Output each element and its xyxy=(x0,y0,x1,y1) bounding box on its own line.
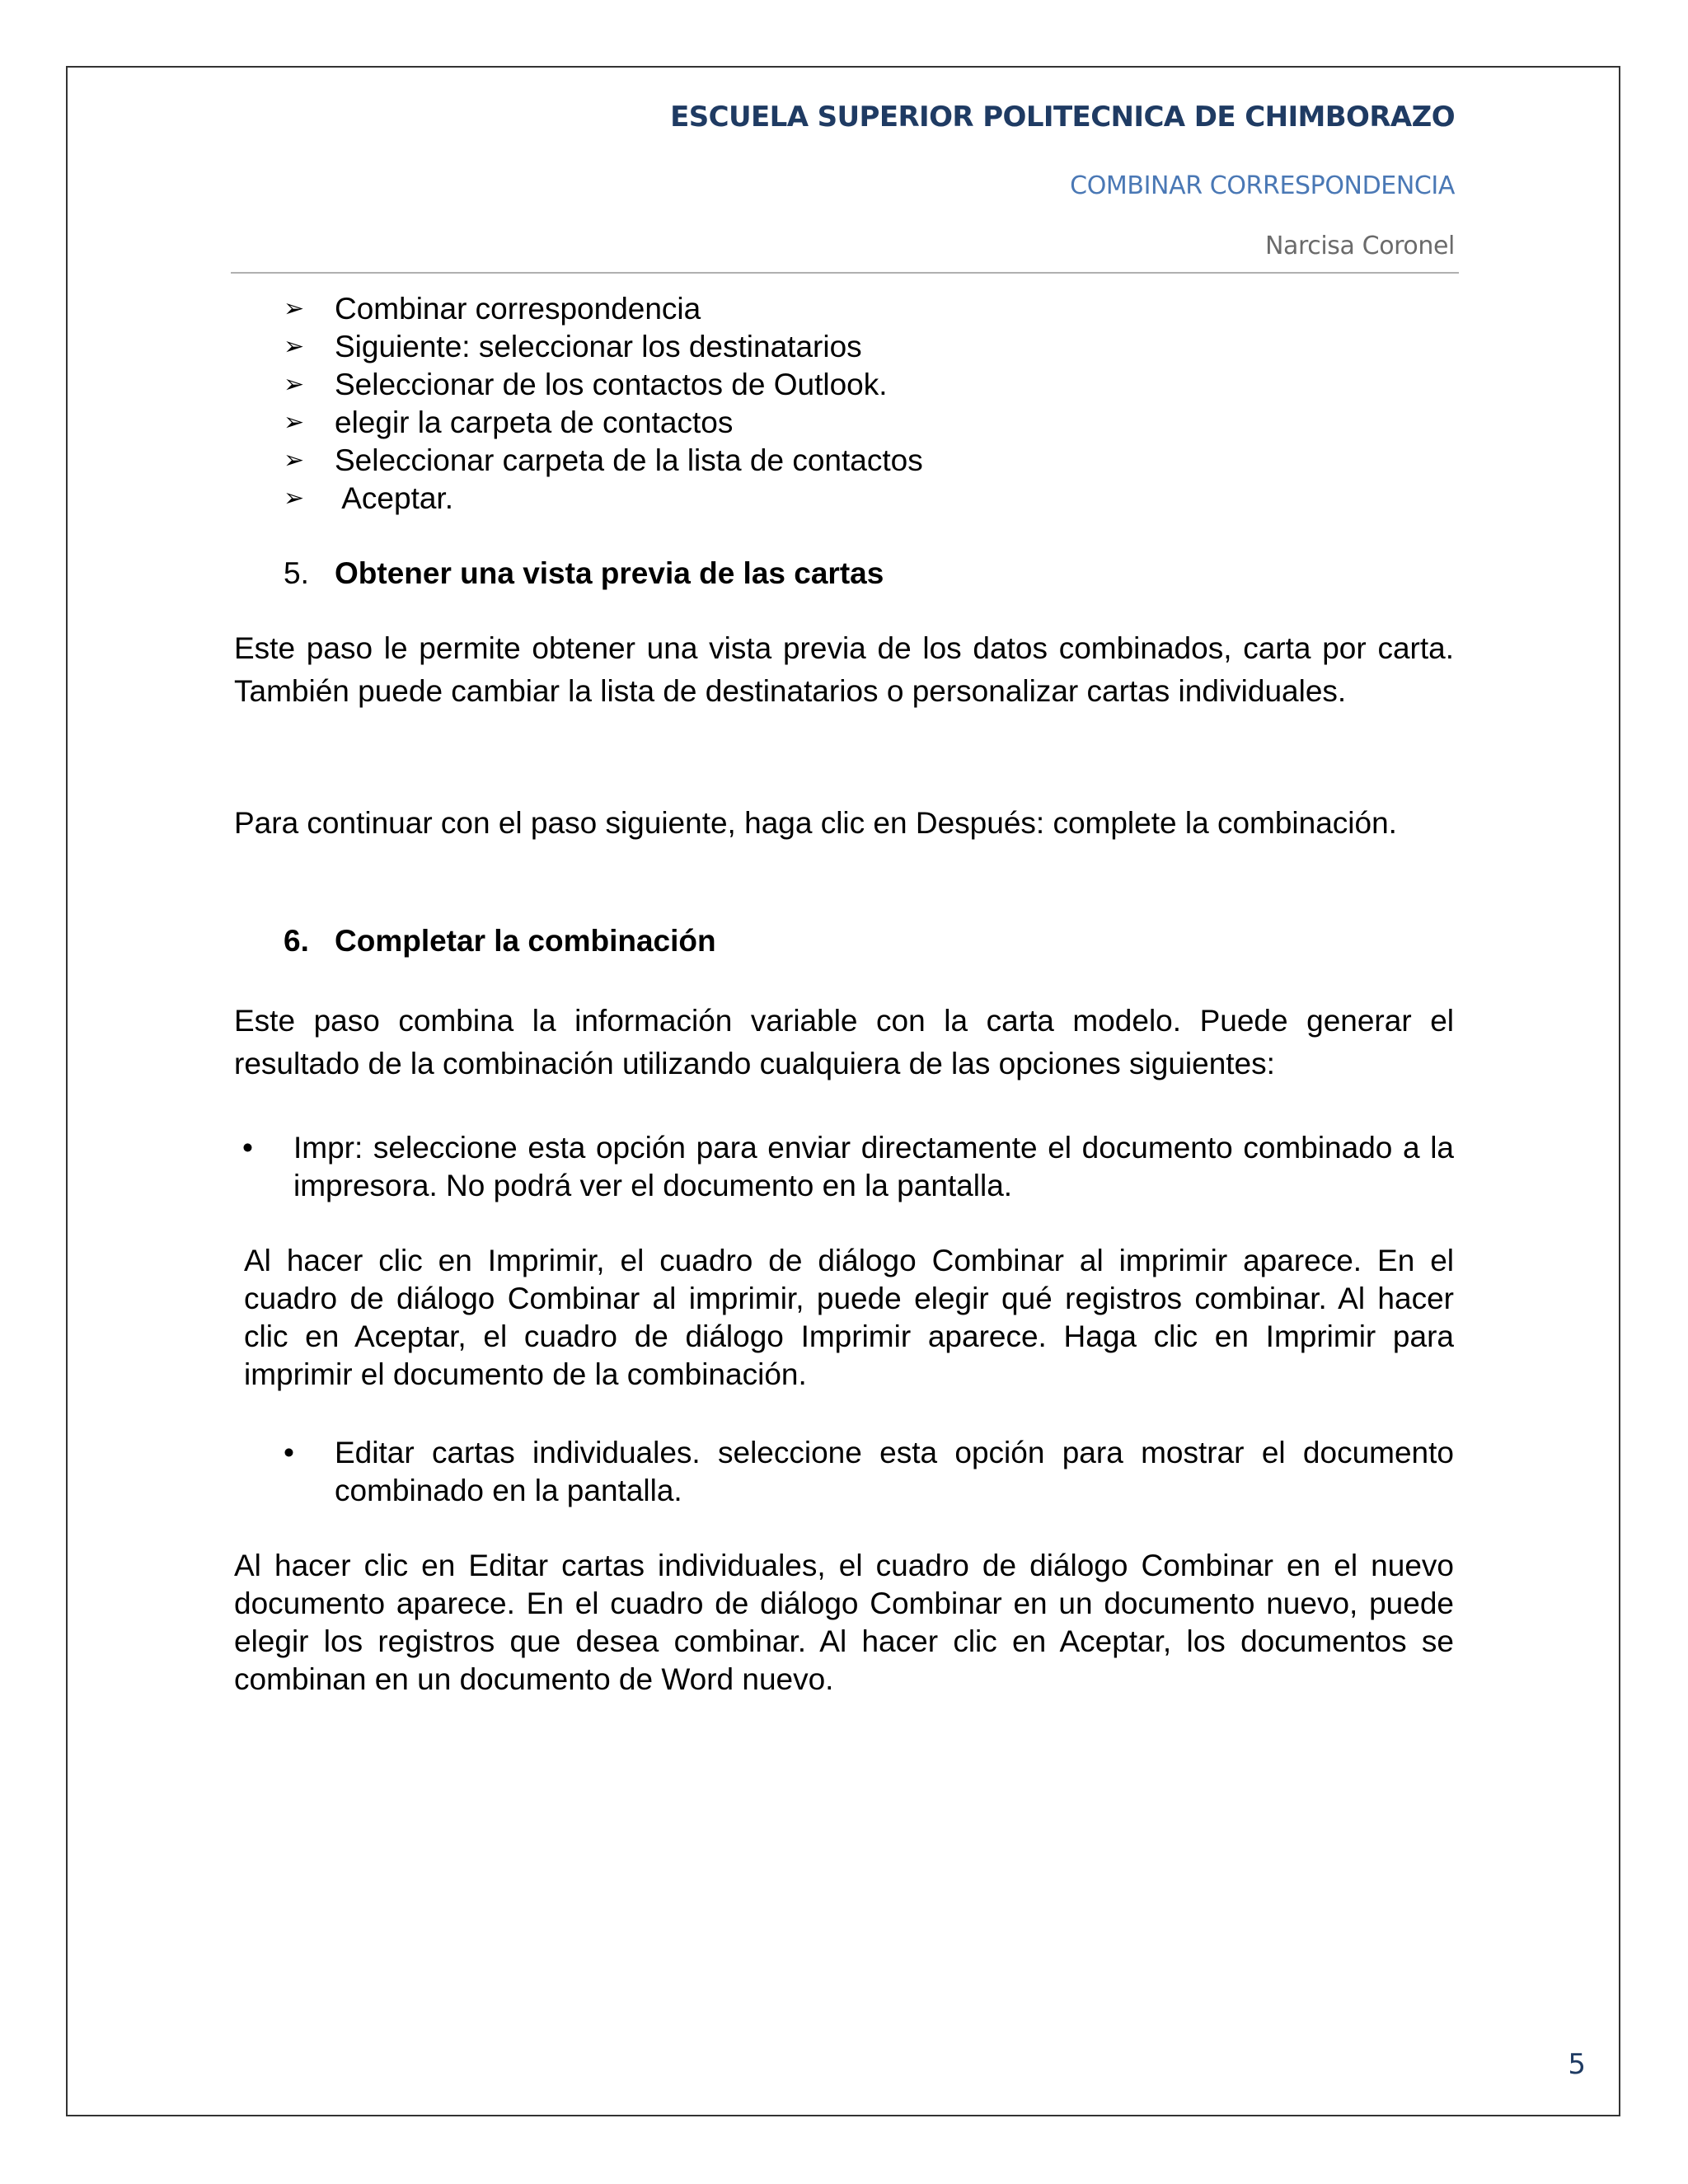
list-item: ➢ Combinar correspondencia xyxy=(284,290,923,328)
steps-list xyxy=(284,290,923,518)
section-5-paragraph-2: Para continuar con el paso siguiente, haga clic en Después: complete la combinación. xyxy=(234,806,1397,840)
arrow-bullet-icon: ➢ xyxy=(284,332,305,361)
section-6-intro: Este paso combina la información variable con la carta modelo. Puede generar el resultado de la combinación utilizando cualquiera de las opciones siguientes: xyxy=(234,1004,1454,1080)
section-6-heading xyxy=(284,924,716,958)
list-item: ➢ Seleccionar de los contactos de Outlook. xyxy=(284,366,923,404)
option-print-bullet: Impr: seleccione esta opción para enviar directamente el documento combinado a la impresora. No podrá ver el documento en la pantalla. xyxy=(293,1131,1454,1202)
arrow-bullet-icon: ➢ xyxy=(284,294,305,323)
arrow-bullet-icon: ➢ xyxy=(284,484,305,513)
bullet-dot-icon: • xyxy=(284,1436,294,1469)
section-5-paragraph-1: Este paso le permite obtener una vista previa de los datos combinados, carta por carta. También puede cambiar la lista de destinatarios o personalizar cartas individuales. xyxy=(234,631,1454,708)
section-6-number: 6. xyxy=(284,924,309,958)
header-topic: COMBINAR CORRESPONDENCIA xyxy=(1070,171,1455,200)
list-item: ➢ Siguiente: seleccionar los destinatarios xyxy=(284,328,923,366)
list-item: ➢ Aceptar. xyxy=(284,480,923,518)
page-number: 5 xyxy=(1568,2048,1586,2081)
arrow-bullet-icon: ➢ xyxy=(284,408,305,437)
list-item: ➢ Seleccionar carpeta de la lista de contactos xyxy=(284,442,923,480)
option-edit-bullet: Editar cartas individuales. seleccione esta opción para mostrar el documento combinado en la pantalla. xyxy=(335,1436,1454,1507)
section-5-number: 5. xyxy=(284,556,309,590)
header-author: Narcisa Coronel xyxy=(1264,232,1455,260)
edit-explanation-paragraph: Al hacer clic en Editar cartas individuales, el cuadro de diálogo Combinar en el nuevo documento aparece. En el cuadro de diálogo Combinar en un documento nuevo, puede elegir los registros que desea combinar. Al hacer clic en Aceptar, los documentos se combinan en un documento de Word nuevo. xyxy=(234,1549,1454,1696)
section-6-title: Completar la combinación xyxy=(335,924,716,958)
section-5-title: Obtener una vista previa de las cartas xyxy=(335,556,884,590)
header-school-name: ESCUELA SUPERIOR POLITECNICA DE CHIMBORAZO xyxy=(670,101,1455,134)
arrow-bullet-icon: ➢ xyxy=(284,446,305,475)
bullet-dot-icon: • xyxy=(242,1131,253,1165)
list-item: ➢ elegir la carpeta de contactos xyxy=(284,404,923,442)
arrow-bullet-icon: ➢ xyxy=(284,370,305,399)
print-explanation-paragraph: Al hacer clic en Imprimir, el cuadro de diálogo Combinar al imprimir aparece. En el cuadro de diálogo Combinar al imprimir, puede elegir qué registros combinar. Al hacer clic en Aceptar, el cuadro de diálogo Imprimir aparece. Haga clic en Imprimir para imprimir el documento de la combinación. xyxy=(244,1244,1454,1391)
section-5-heading xyxy=(284,556,884,591)
header-divider xyxy=(231,272,1459,274)
